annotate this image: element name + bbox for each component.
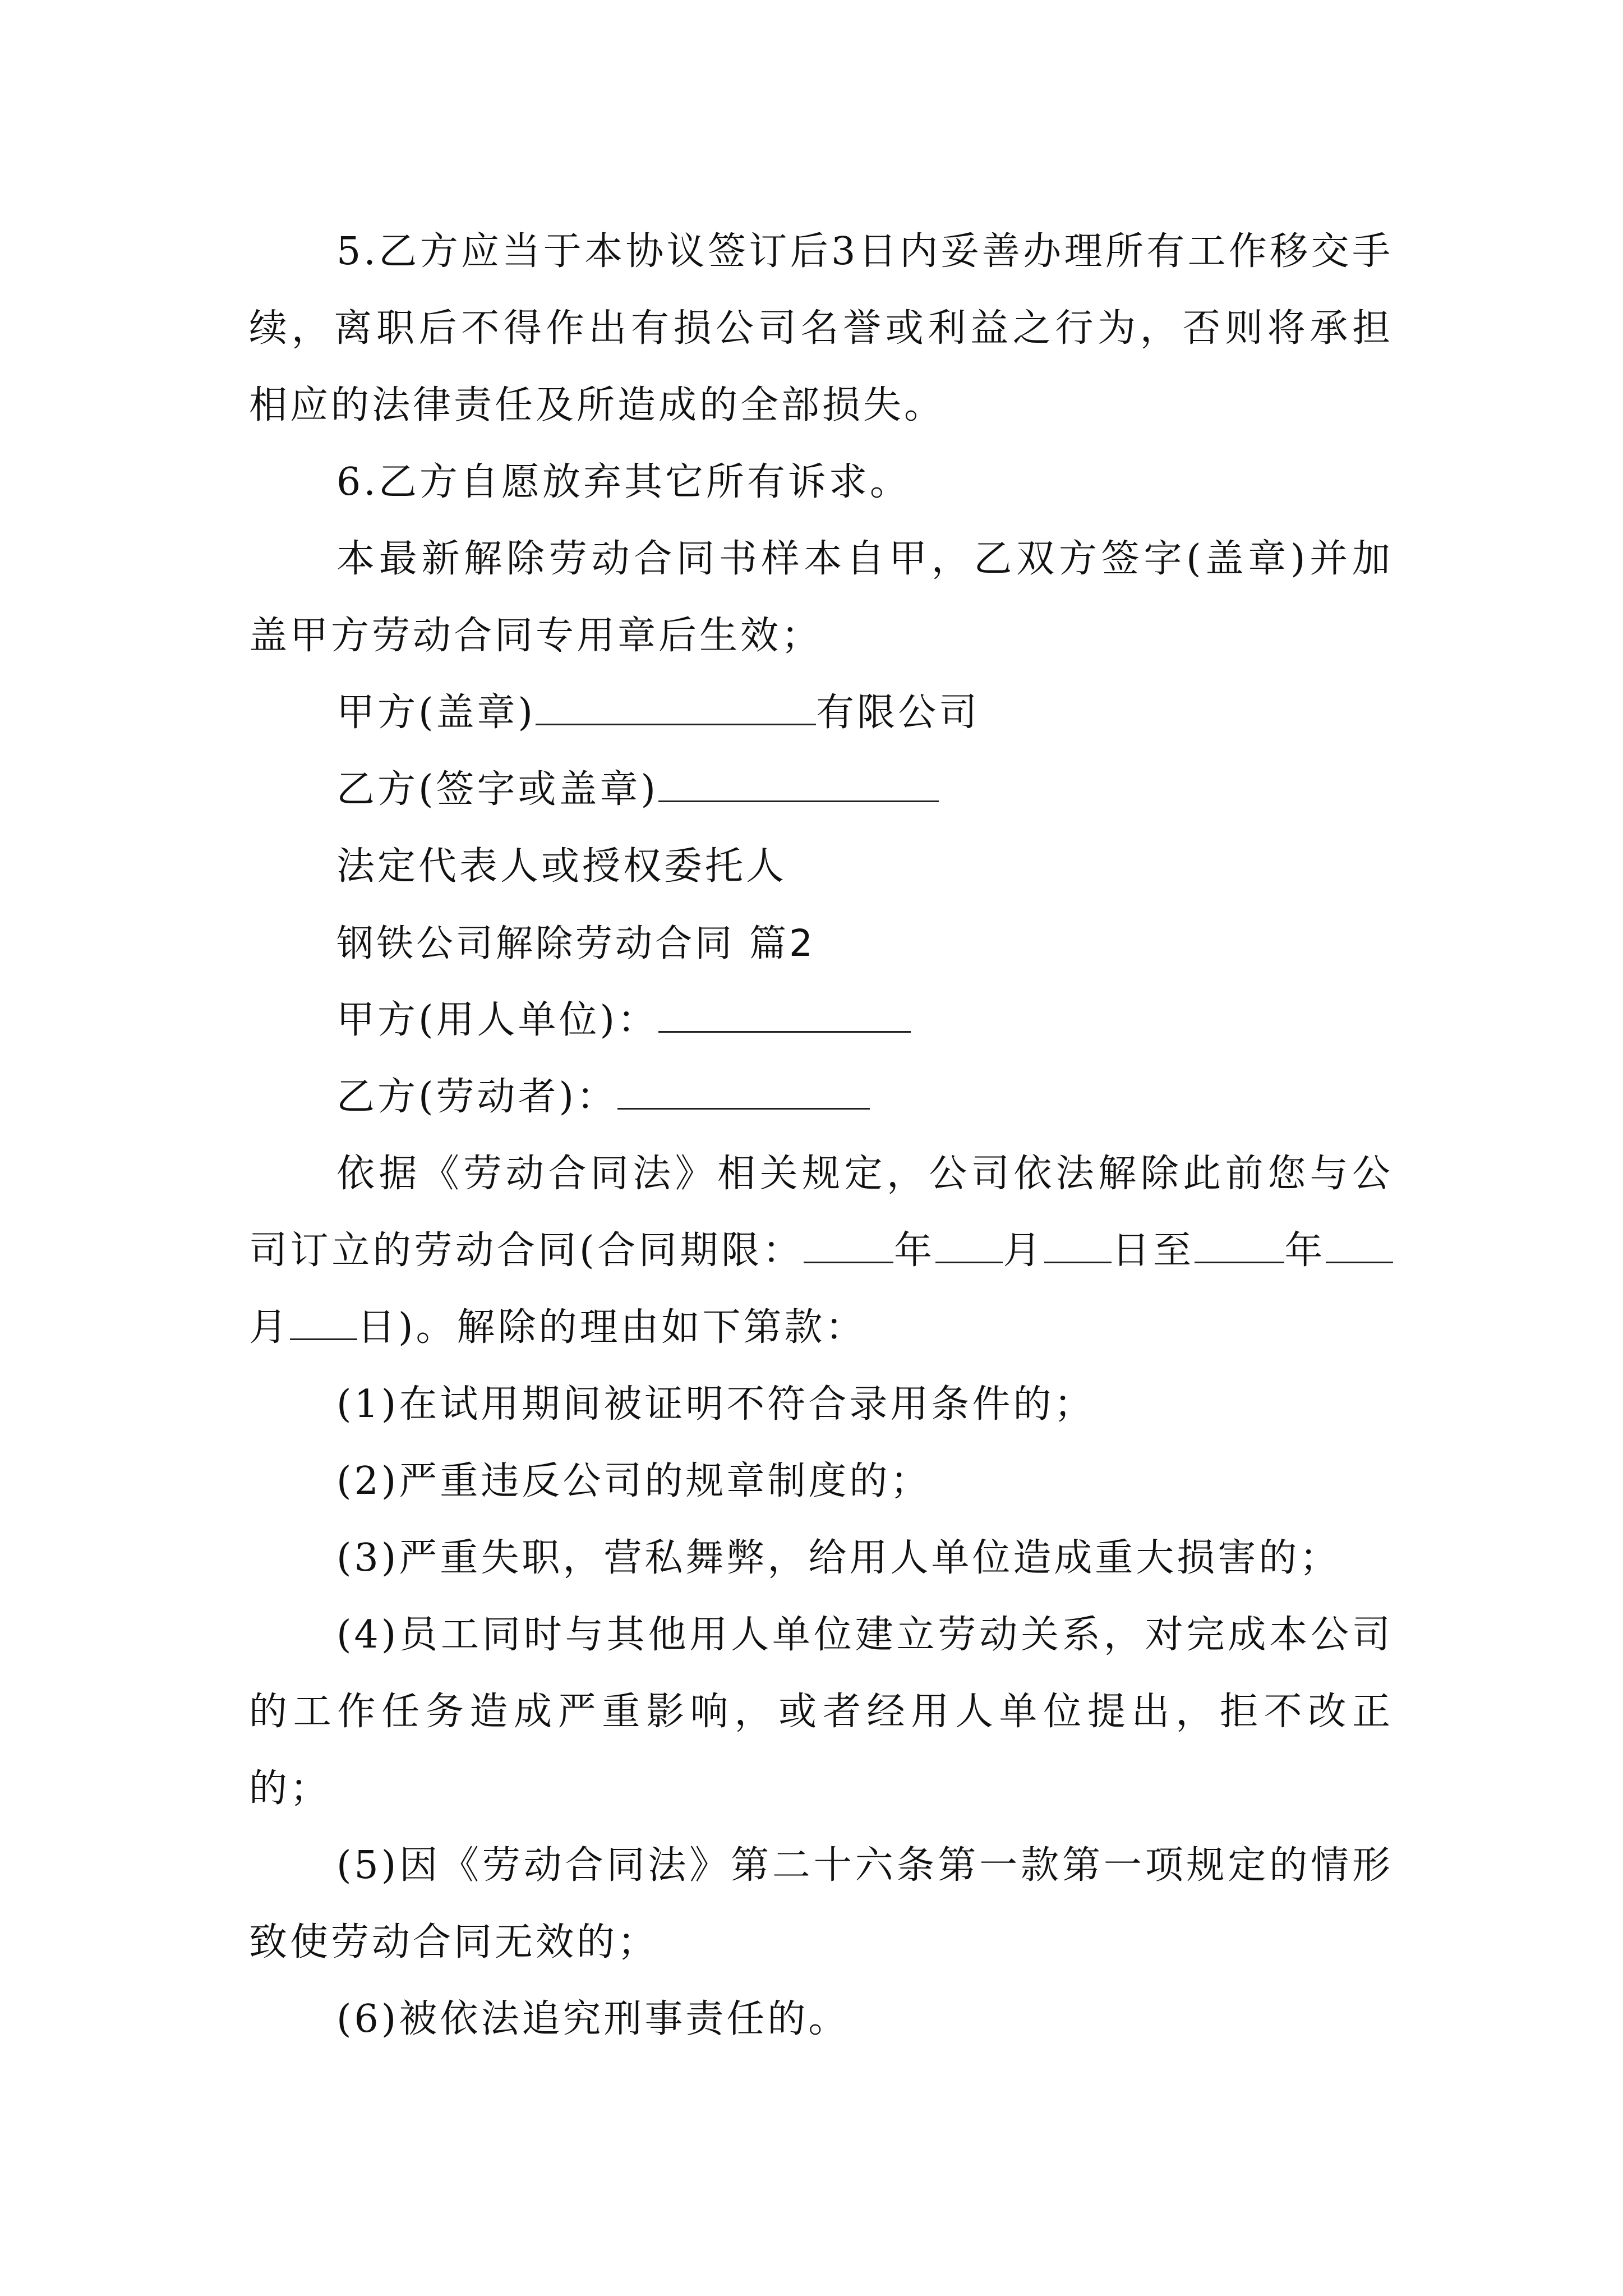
employee-label: 乙方(劳动者)： <box>336 1075 618 1119</box>
party-a-signature-line <box>249 674 1393 751</box>
employer-line <box>249 982 1393 1059</box>
clause-6: 6.乙方自愿放弃其它所有诉求。 <box>336 460 911 504</box>
party-a-label: 甲方(盖章) <box>336 691 536 735</box>
reason-4: (4)员工同时与其他用人单位建立劳动关系，对完成本公司的工作任务造成严重影响，或者经用人单位提出，拒不改正的； <box>249 1613 1393 1811</box>
reason-3: (3)严重失职，营私舞弊，给用人单位造成重大损害的； <box>336 1536 1341 1580</box>
party-b-label: 乙方(签字或盖章) <box>336 767 659 812</box>
end-day-label: 日)。解除的理由如下第款： <box>357 1305 866 1350</box>
start-month-label: 月 <box>1002 1228 1044 1273</box>
party-b-signature-line <box>249 751 1393 828</box>
reason-1: (1)在试用期间被证明不符合录用条件的； <box>336 1382 1095 1427</box>
reason-6: (6)被依法追究刑事责任的。 <box>336 1997 850 2041</box>
section-2-title: 钢铁公司解除劳动合同 篇2 <box>336 922 815 965</box>
reason-5: (5)因《劳动合同法》第二十六条第一款第一项规定的情形致使劳动合同无效的； <box>249 1843 1393 1964</box>
reason-2: (2)严重违反公司的规章制度的； <box>336 1459 932 1503</box>
party-a-blank <box>536 689 816 725</box>
employer-label: 甲方(用人单位)： <box>336 998 659 1042</box>
end-month-blank <box>1326 1227 1393 1263</box>
end-year-label: 年 <box>1284 1228 1326 1273</box>
party-a-suffix: 有限公司 <box>816 691 980 735</box>
party-b-blank <box>658 766 939 802</box>
start-year-label: 年 <box>893 1228 935 1273</box>
end-year-blank <box>1195 1227 1284 1263</box>
employee-blank <box>617 1073 870 1110</box>
document-body <box>249 213 1393 2058</box>
intro-text: 依据《劳动合同法》相关规定，公司依法解除此前您与公司订立的劳动合同(合同期限： <box>249 1152 1393 1273</box>
representative-line: 法定代表人或授权委托人 <box>336 844 787 889</box>
end-day-blank <box>290 1304 357 1340</box>
start-day-blank <box>1044 1227 1112 1263</box>
end-month-label: 月 <box>249 1305 291 1350</box>
effect-clause: 本最新解除劳动合同书样本自甲，乙双方签字(盖章)并加盖甲方劳动合同专用章后生效； <box>249 537 1393 658</box>
start-month-blank <box>935 1227 1003 1263</box>
employee-line <box>249 1059 1393 1135</box>
start-day-label: 日至 <box>1111 1228 1195 1273</box>
termination-intro <box>249 1135 1393 1366</box>
employer-blank <box>658 996 911 1033</box>
clause-5: 5.乙方应当于本协议签订后3日内妥善办理所有工作移交手续，离职后不得作出有损公司名誉或利益之行为，否则将承担相应的法律责任及所造成的全部损失。 <box>249 229 1393 427</box>
start-year-blank <box>804 1227 893 1263</box>
